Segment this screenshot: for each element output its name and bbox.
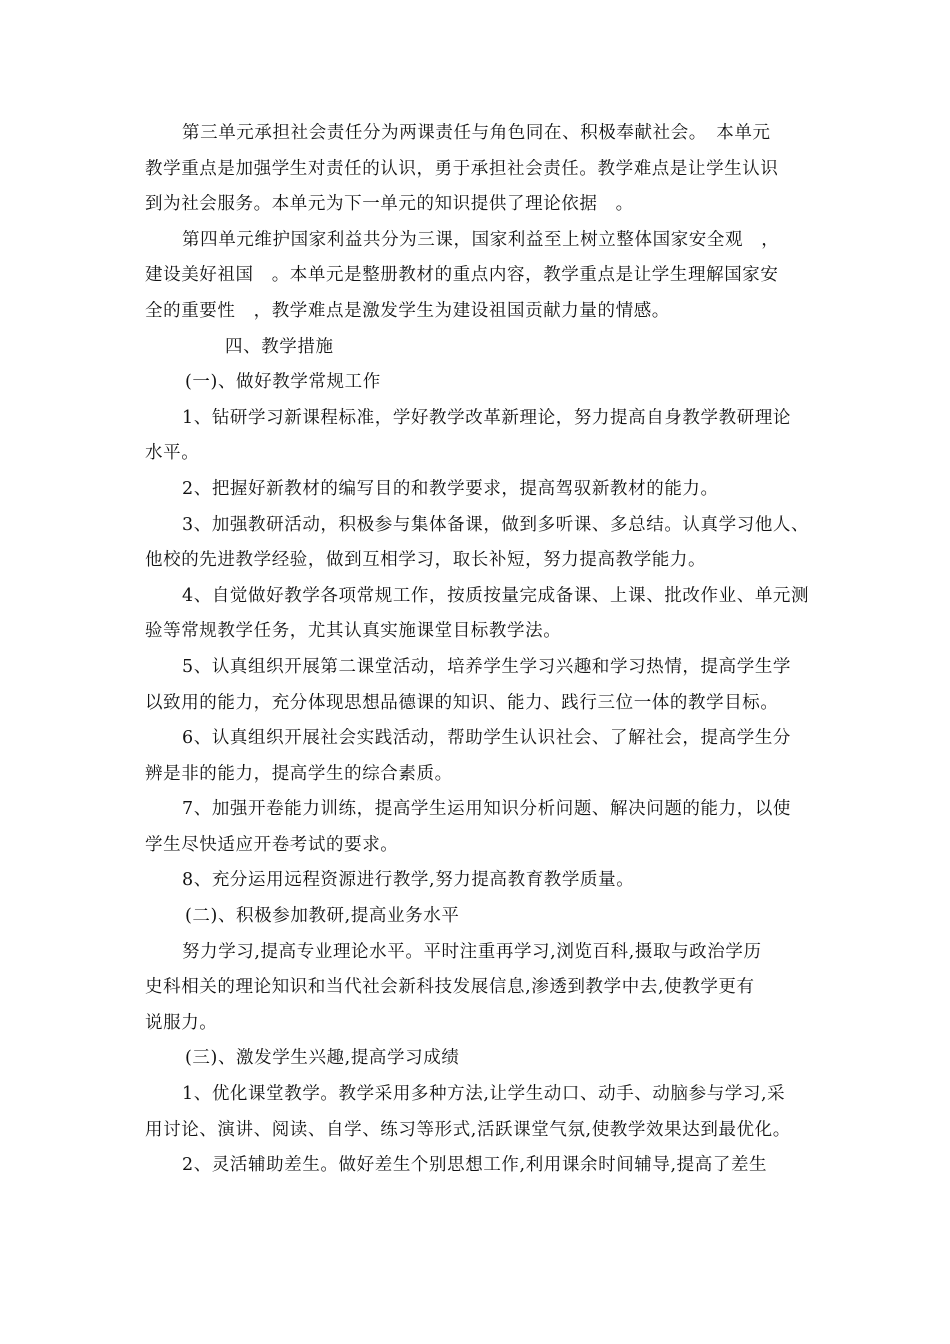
item-2: 2、把握好新教材的编写目的和教学要求，提高驾驭新教材的能力。: [182, 478, 719, 499]
paragraph-unit4-line1: 第四单元维护国家利益共分为三课，国家利益至上树立整体国家安全观 ，: [182, 229, 780, 250]
item-1-line1: 1、钻研学习新课程标准，学好教学改革新理论，努力提高自身教学教研理论: [182, 407, 792, 428]
item-4-line2: 验等常规教学任务，尤其认真实施课堂目标教学法。: [145, 621, 562, 642]
paragraph-unit3-line3: 到为社会服务。本单元为下一单元的知识提供了理论依据 。: [145, 194, 634, 215]
item-7-line1: 7、加强开卷能力训练，提高学生运用知识分析问题、解决问题的能力，以使: [182, 799, 792, 820]
paragraph-study-line1: 努力学习,提高专业理论水平。平时注重再学习,浏览百科,摄取与政治学历: [182, 941, 762, 962]
subheading-1: (一)、做好教学常规工作: [185, 372, 381, 393]
paragraph-unit3-line1: 第三单元承担社会责任分为两课责任与角色同在、积极奉献社会。 本单元: [182, 123, 771, 143]
item-3-line1: 3、加强教研活动，积极参与集体备课，做到多听课、多总结。认真学习他人、: [182, 514, 810, 535]
item-3-line2: 他校的先进教学经验，做到互相学习，取长补短，努力提高教学能力。: [145, 550, 707, 571]
item-6-line2: 辨是非的能力，提高学生的综合素质。: [145, 763, 453, 784]
item-6-line1: 6、认真组织开展社会实践活动，帮助学生认识社会、了解社会，提高学生分: [182, 728, 792, 749]
paragraph-unit3-line2: 教学重点是加强学生对责任的认识，勇于承担社会责任。教学难点是让学生认识: [145, 158, 779, 179]
paragraph-study-line3: 说服力。: [145, 1012, 218, 1033]
subheading-3: (三)、激发学生兴趣,提高学习成绩: [185, 1048, 460, 1069]
item-8: 8、充分运用远程资源进行教学,努力提高教育教学质量。: [182, 870, 635, 891]
paragraph-unit4-line2: 建设美好祖国 。本单元是整册教材的重点内容，教学重点是让学生理解国家安: [145, 265, 779, 286]
item-4-line1: 4、自觉做好教学各项常规工作，按质按量完成备课、上课、批改作业、单元测: [182, 585, 810, 606]
item-7-line2: 学生尽快适应开卷考试的要求。: [145, 834, 399, 855]
paragraph-unit4-line3: 全的重要性 ，教学难点是激发学生为建设祖国贡献力量的情感。: [145, 300, 670, 321]
document-body: [145, 116, 810, 1184]
section-heading-teaching-measures: 四、教学措施: [225, 336, 334, 357]
subheading-2: (二)、积极参加教研,提高业务水平: [185, 906, 460, 927]
item-1-line2: 水平。: [145, 443, 200, 464]
item-assist-line1: 2、灵活辅助差生。做好差生个别思想工作,利用课余时间辅导,提高了差生: [182, 1155, 768, 1176]
item-5-line1: 5、认真组织开展第二课堂活动，培养学生学习兴趣和学习热情，提高学生学: [182, 656, 792, 677]
item-5-line2: 以致用的能力，充分体现思想品德课的知识、能力、践行三位一体的教学目标。: [145, 692, 779, 713]
item-optimize-line1: 1、优化课堂教学。教学采用多种方法,让学生动口、动手、动脑参与学习,采: [182, 1084, 786, 1105]
item-optimize-line2: 用讨论、演讲、阅读、自学、练习等形式,活跃课堂气氛,使教学效果达到最优化。: [145, 1119, 791, 1140]
paragraph-study-line2: 史科相关的理论知识和当代社会新科技发展信息,渗透到教学中去,使教学更有: [145, 977, 755, 998]
